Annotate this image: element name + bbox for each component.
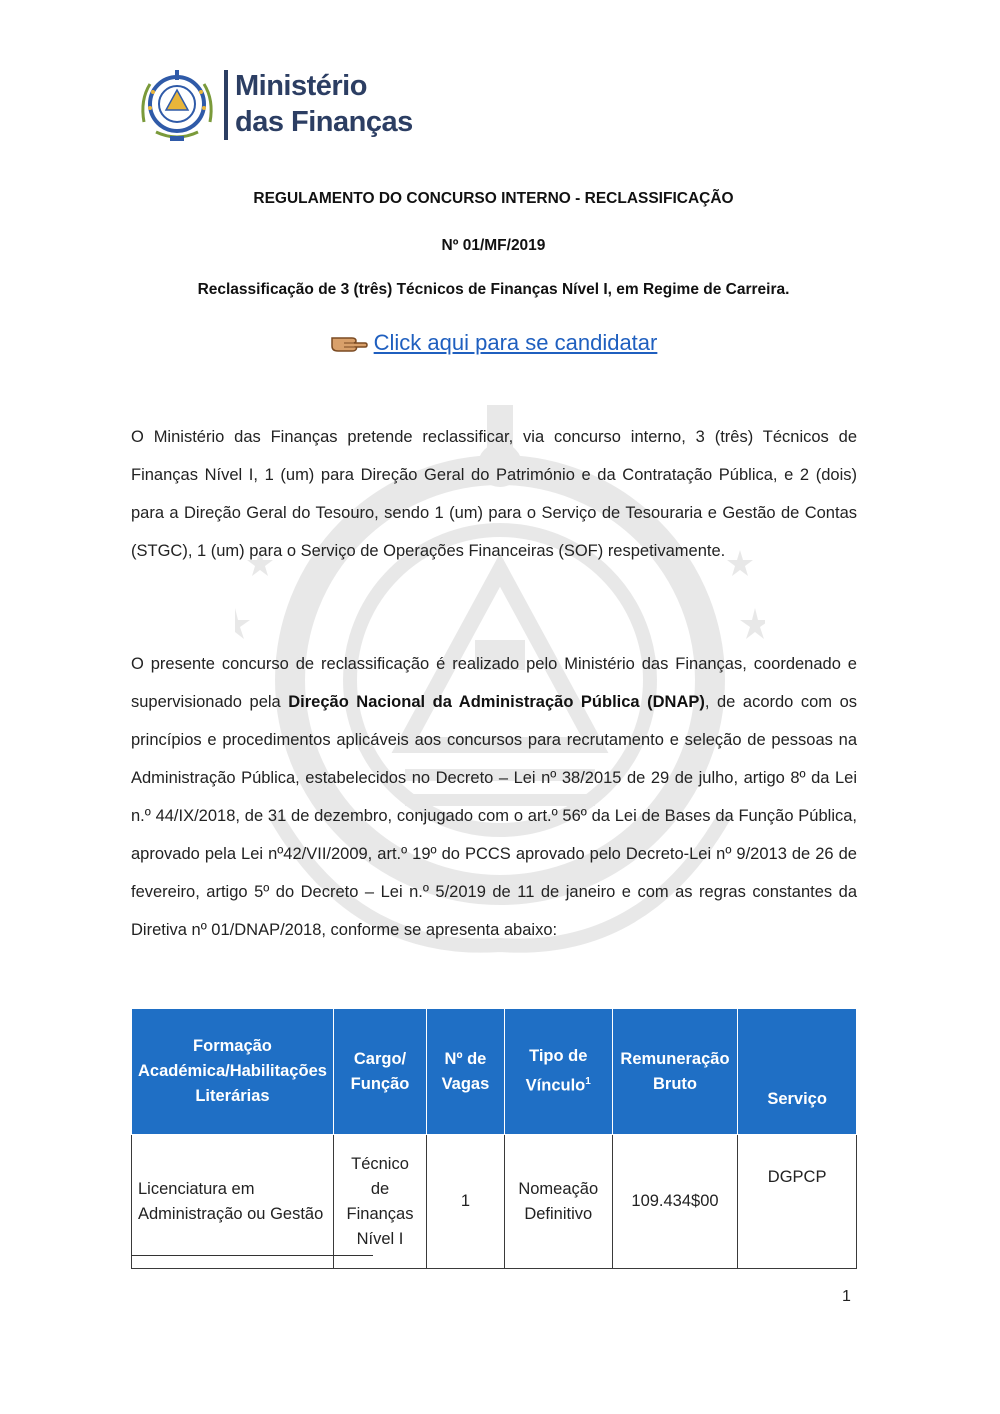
cell-formacao: Licenciatura em Administração ou Gestão xyxy=(132,1135,334,1269)
ministry-logo xyxy=(136,66,426,146)
cell-cargo: Técnico de Finanças Nível I xyxy=(333,1135,426,1269)
cell-vagas: 1 xyxy=(427,1135,505,1269)
document-subtitle: Reclassificação de 3 (três) Técnicos de Finanças Nível I, em Regime de Carreira. xyxy=(197,281,790,298)
vacancies-table xyxy=(131,1008,857,1269)
brand-line-1: Ministério xyxy=(235,70,367,102)
cell-servico: DGPCP xyxy=(738,1135,857,1269)
cell-remuneracao: 109.434$00 xyxy=(612,1135,738,1269)
header-formacao: Formação Académica/Habilitações Literárias xyxy=(132,1009,334,1135)
document-number: Nº 01/MF/2019 xyxy=(441,237,546,254)
footnote-separator xyxy=(131,1255,373,1256)
legal-paragraph-end: , de acordo com os princípios e procedimentos aplicáveis aos concursos para recrutamento e seleção de pessoas na Administração Pública, estabelecidos no Decreto – Lei nº 38/2015 de 29 de julho, artigo 8º da Lei n.º 44/IX/2018, de 31 de dezembro, conjugado com o art.º 56º da Lei de Bases da Função Pública, aprovado pela Lei nº42/VII/2009, art.º 19º do PCCS aprovado pelo Decreto-Lei nº 9/2013 de 26 de fevereiro, artigo 5º do Decreto – Lei n.º 5/2019 de 11 de janeiro e com as regras constantes da Diretiva nº 01/DNAP/2018, conforme se apresenta abaixo: xyxy=(131,693,857,939)
cell-vinculo: Nomeação Definitivo xyxy=(504,1135,612,1269)
brand-name xyxy=(235,68,413,140)
apply-link[interactable]: Click aqui para se candidatar xyxy=(373,330,658,355)
legal-paragraph-start: O presente concurso de reclassificação é realizado pelo Ministério das Finanças, coordenado e supervisionado pela xyxy=(131,655,857,711)
dnap-name: Direção Nacional da Administração Pública (DNAP) xyxy=(288,693,705,711)
header-vagas: Nº de Vagas xyxy=(427,1009,505,1135)
page-number: 1 xyxy=(842,1288,851,1305)
brand-line-2: das Finanças xyxy=(235,106,413,138)
document-title: REGULAMENTO DO CONCURSO INTERNO - RECLASSIFICAÇÃO xyxy=(253,190,734,207)
header-vinculo xyxy=(504,1009,612,1135)
header-remuneracao: Remuneração Bruto xyxy=(612,1009,738,1135)
table-header-row xyxy=(132,1009,857,1135)
legal-paragraph xyxy=(131,645,857,949)
table-row xyxy=(132,1135,857,1269)
cabo-verde-emblem-icon xyxy=(136,66,218,146)
intro-paragraph: O Ministério das Finanças pretende reclassificar, via concurso interno, 3 (três) Técnicos de Finanças Nível I, 1 (um) para Direção Geral do Património e da Contratação Pública, e 2 (dois) para a Direção Geral do Tesouro, sendo 1 (um) para o Serviço de Tesouraria e Gestão de Contas (STGC), 1 (um) para o Serviço de Operações Financeiras (SOF) respetivamente. xyxy=(131,428,857,560)
header-servico: Serviço xyxy=(738,1009,857,1135)
apply-link-row xyxy=(130,330,857,356)
header-vinculo-label: Tipo de Vínculo xyxy=(525,1047,588,1095)
logo-divider xyxy=(224,70,228,140)
pointing-hand-icon xyxy=(330,330,368,354)
header-cargo: Cargo/ Função xyxy=(333,1009,426,1135)
footnote-marker: 1 xyxy=(585,1076,591,1088)
